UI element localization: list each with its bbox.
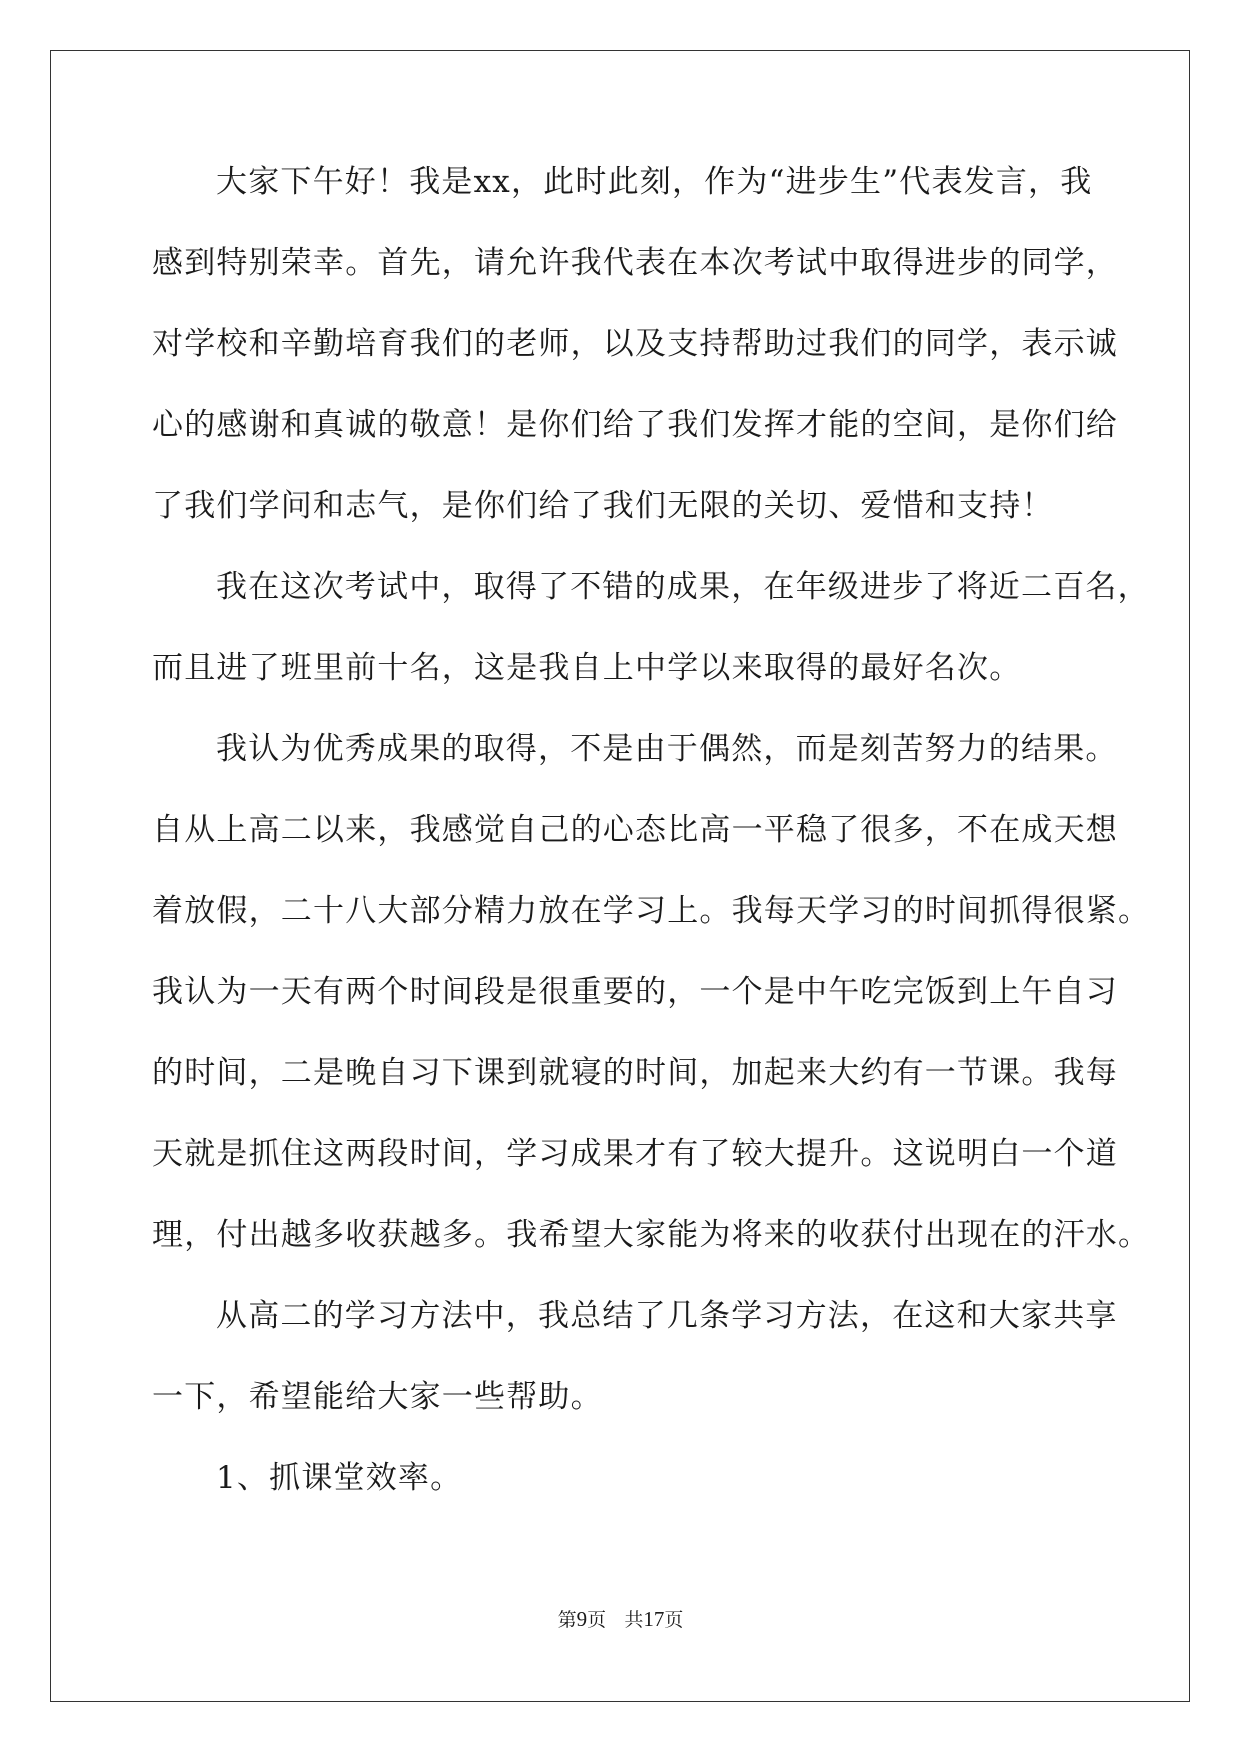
text-line: 我认为一天有两个时间段是很重要的，一个是中午吃完饭到上午自习 <box>152 974 1118 1010</box>
page-footer <box>0 1607 1241 1632</box>
text-line: 从高二的学习方法中，我总结了几条学习方法，在这和大家共享 <box>216 1298 1118 1334</box>
text-line: 一下，希望能给大家一些帮助。 <box>152 1379 603 1415</box>
text-line: 我在这次考试中，取得了不错的成果，在年级进步了将近二百名， <box>216 569 1150 605</box>
total-suffix: 页 <box>664 1609 684 1631</box>
page-suffix: 页 <box>587 1609 607 1631</box>
text-line: 的时间，二是晚自习下课到就寝的时间，加起来大约有一节课。我每 <box>152 1055 1118 1091</box>
text-line: 心的感谢和真诚的敬意！是你们给了我们发挥才能的空间，是你们给 <box>152 407 1118 443</box>
text-line: 了我们学问和志气，是你们给了我们无限的关切、爱惜和支持！ <box>152 488 1054 524</box>
text-line: 理，付出越多收获越多。我希望大家能为将来的收获付出现在的汗水。 <box>152 1217 1151 1253</box>
text-line: 着放假，二十八大部分精力放在学习上。我每天学习的时间抓得很紧。 <box>152 893 1151 929</box>
text-line: 自从上高二以来，我感觉自己的心态比高一平稳了很多，不在成天想 <box>152 812 1118 848</box>
text-line: 我认为优秀成果的取得，不是由于偶然，而是刻苦努力的结果。 <box>216 731 1118 767</box>
page-number: 9 <box>576 1607 588 1631</box>
text-line: 大家下午好！我是xx，此时此刻，作为“进步生”代表发言，我 <box>216 164 1093 200</box>
total-pages: 17 <box>643 1607 665 1631</box>
text-line: 而且进了班里前十名，这是我自上中学以来取得的最好名次。 <box>152 650 1022 686</box>
text-line: 天就是抓住这两段时间，学习成果才有了较大提升。这说明白一个道 <box>152 1136 1118 1172</box>
text-line: 感到特别荣幸。首先，请允许我代表在本次考试中取得进步的同学， <box>152 245 1118 281</box>
document-body <box>152 160 1151 1537</box>
list-item: 1、抓课堂效率。 <box>216 1460 463 1496</box>
total-prefix: 共 <box>624 1609 644 1631</box>
text-line: 对学校和辛勤培育我们的老师，以及支持帮助过我们的同学，表示诚 <box>152 326 1118 362</box>
page-prefix: 第 <box>557 1609 577 1631</box>
